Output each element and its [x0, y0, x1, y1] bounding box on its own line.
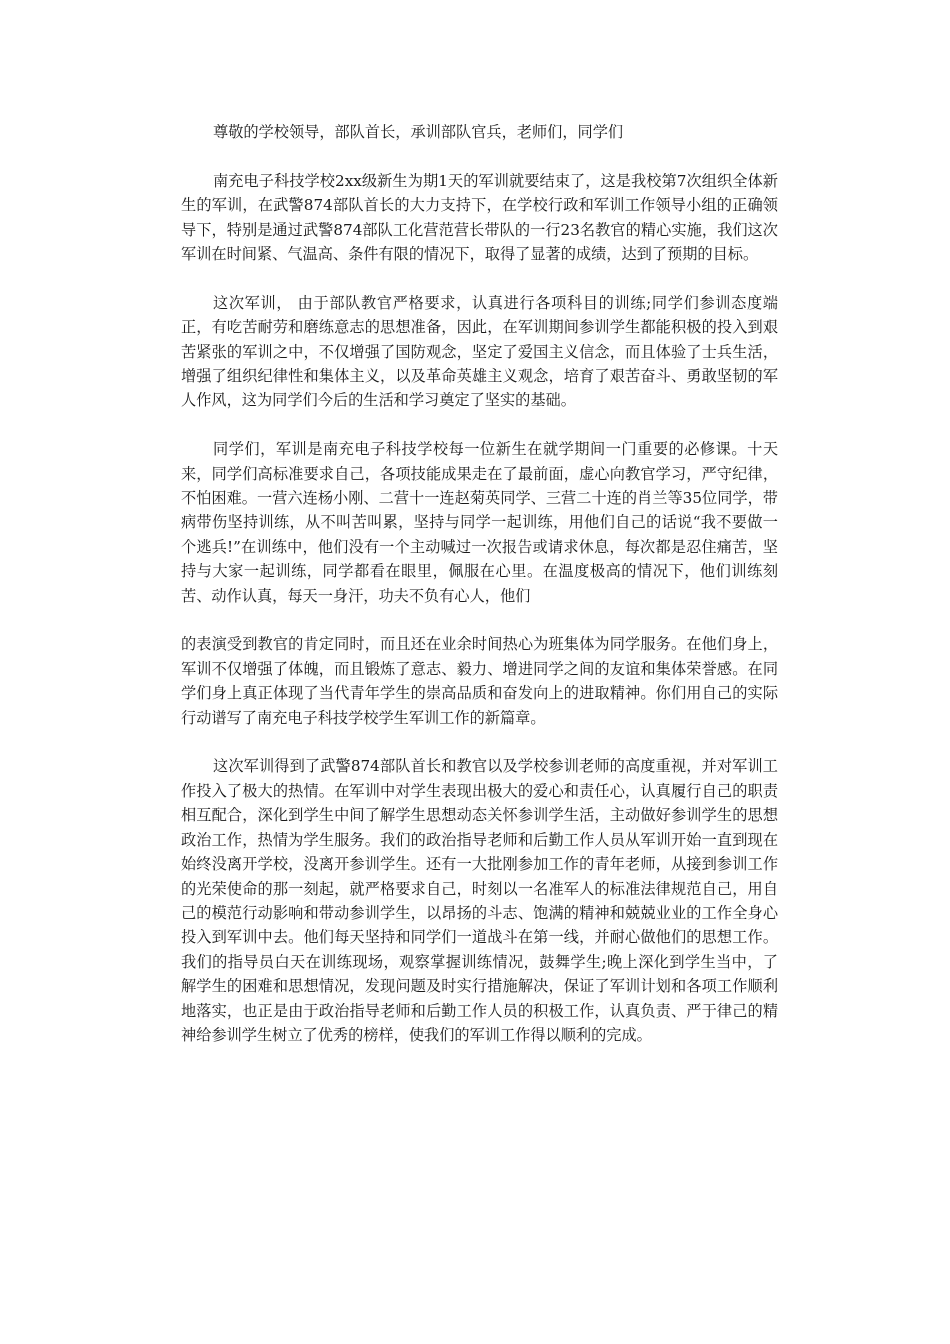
body-paragraph-3: 同学们，军训是南充电子科技学校每一位新生在就学期间一门重要的必修课。十天来，同学们高标准要求自己，各项技能成果走在了最前面，虚心向教官学习，严守纪律，不怕困难。一营六连杨小刚、二营十一连赵菊英同学、三营二十连的肖兰等35位同学，带病带伤坚持训练，从不叫苦叫累，坚持与同学一起训练，用他们自己的话说“我不要做一个逃兵!”在训练中，他们没有一个主动喊过一次报告或请求休息，每次都是忍住痛苦，坚持与大家一起训练，同学都看在眼里，佩服在心里。在温度极高的情况下，他们训练刻苦、动作认真，每天一身汗，功夫不负有心人，他们	[181, 440, 778, 605]
body-paragraph-2: 这次军训， 由于部队教官严格要求，认真进行各项科目的训练;同学们参训态度端正，有吃苦耐劳和磨练意志的思想准备，因此，在军训期间参训学生都能积极的投入到艰苦紧张的军训之中，不仅增强了国防观念，坚定了爱国主义信念，而且体验了士兵生活，增强了组织纪律性和集体主义，以及革命英雄主义观念，培育了艰苦奋斗、勇敢坚韧的军人作风，这为同学们今后的生活和学习奠定了坚实的基础。	[181, 293, 778, 410]
document-body	[181, 120, 778, 1072]
body-paragraph-5: 这次军训得到了武警874部队首长和教官以及学校参训老师的高度重视，并对军训工作投入了极大的热情。在军训中对学生表现出极大的爱心和责任心，认真履行自己的职责相互配合，深化到学生中间了解学生思想动态关怀参训学生活，主动做好参训学生的思想政治工作，热情为学生服务。我们的政治指导老师和后勤工作人员从军训开始一直到现在始终没离开学校，没离开参训学生。还有一大批刚参加工作的青年老师，从接到参训工作的光荣使命的那一刻起，就严格要求自己，时刻以一名准军人的标准法律规范自己，用自己的模范行动影响和带动参训学生，以昂扬的斗志、饱满的精神和兢兢业业的工作全身心投入到军训中去。他们每天坚持和同学们一道战斗在第一线，并耐心做他们的思想工作。我们的指导员白天在训练现场，观察掌握训练情况，鼓舞学生;晚上深化到学生当中，了解学生的困难和思想情况，发现问题及时实行措施解决，保证了军训计划和各项工作顺利地落实，也正是由于政治指导老师和后勤工作人员的积极工作，认真负责、严于律己的精神给参训学生树立了优秀的榜样，使我们的军训工作得以顺利的完成。	[181, 757, 778, 1044]
body-paragraph-4: 的表演受到教官的肯定同时，而且还在业余时间热心为班集体为同学服务。在他们身上，军训不仅增强了体魄，而且锻炼了意志、毅力、增进同学之间的友谊和集体荣誉感。在同学们身上真正体现了当代青年学生的崇高品质和奋发向上的进取精神。你们用自己的实际行动谱写了南充电子科技学校学生军训工作的新篇章。	[181, 635, 778, 727]
salutation-paragraph: 尊敬的学校领导，部队首长，承训部队官兵，老师们，同学们	[213, 123, 624, 141]
body-paragraph-1: 南充电子科技学校2xx级新生为期1天的军训就要结束了，这是我校第7次组织全体新生的军训，在武警874部队首长的大力支持下，在学校行政和军训工作领导小组的正确领导下，特别是通过武警874部队工化营范营长带队的一行23名教官的精心实施，我们这次军训在时间紧、气温高、条件有限的情况下，取得了显著的成绩，达到了预期的目标。	[181, 171, 778, 264]
